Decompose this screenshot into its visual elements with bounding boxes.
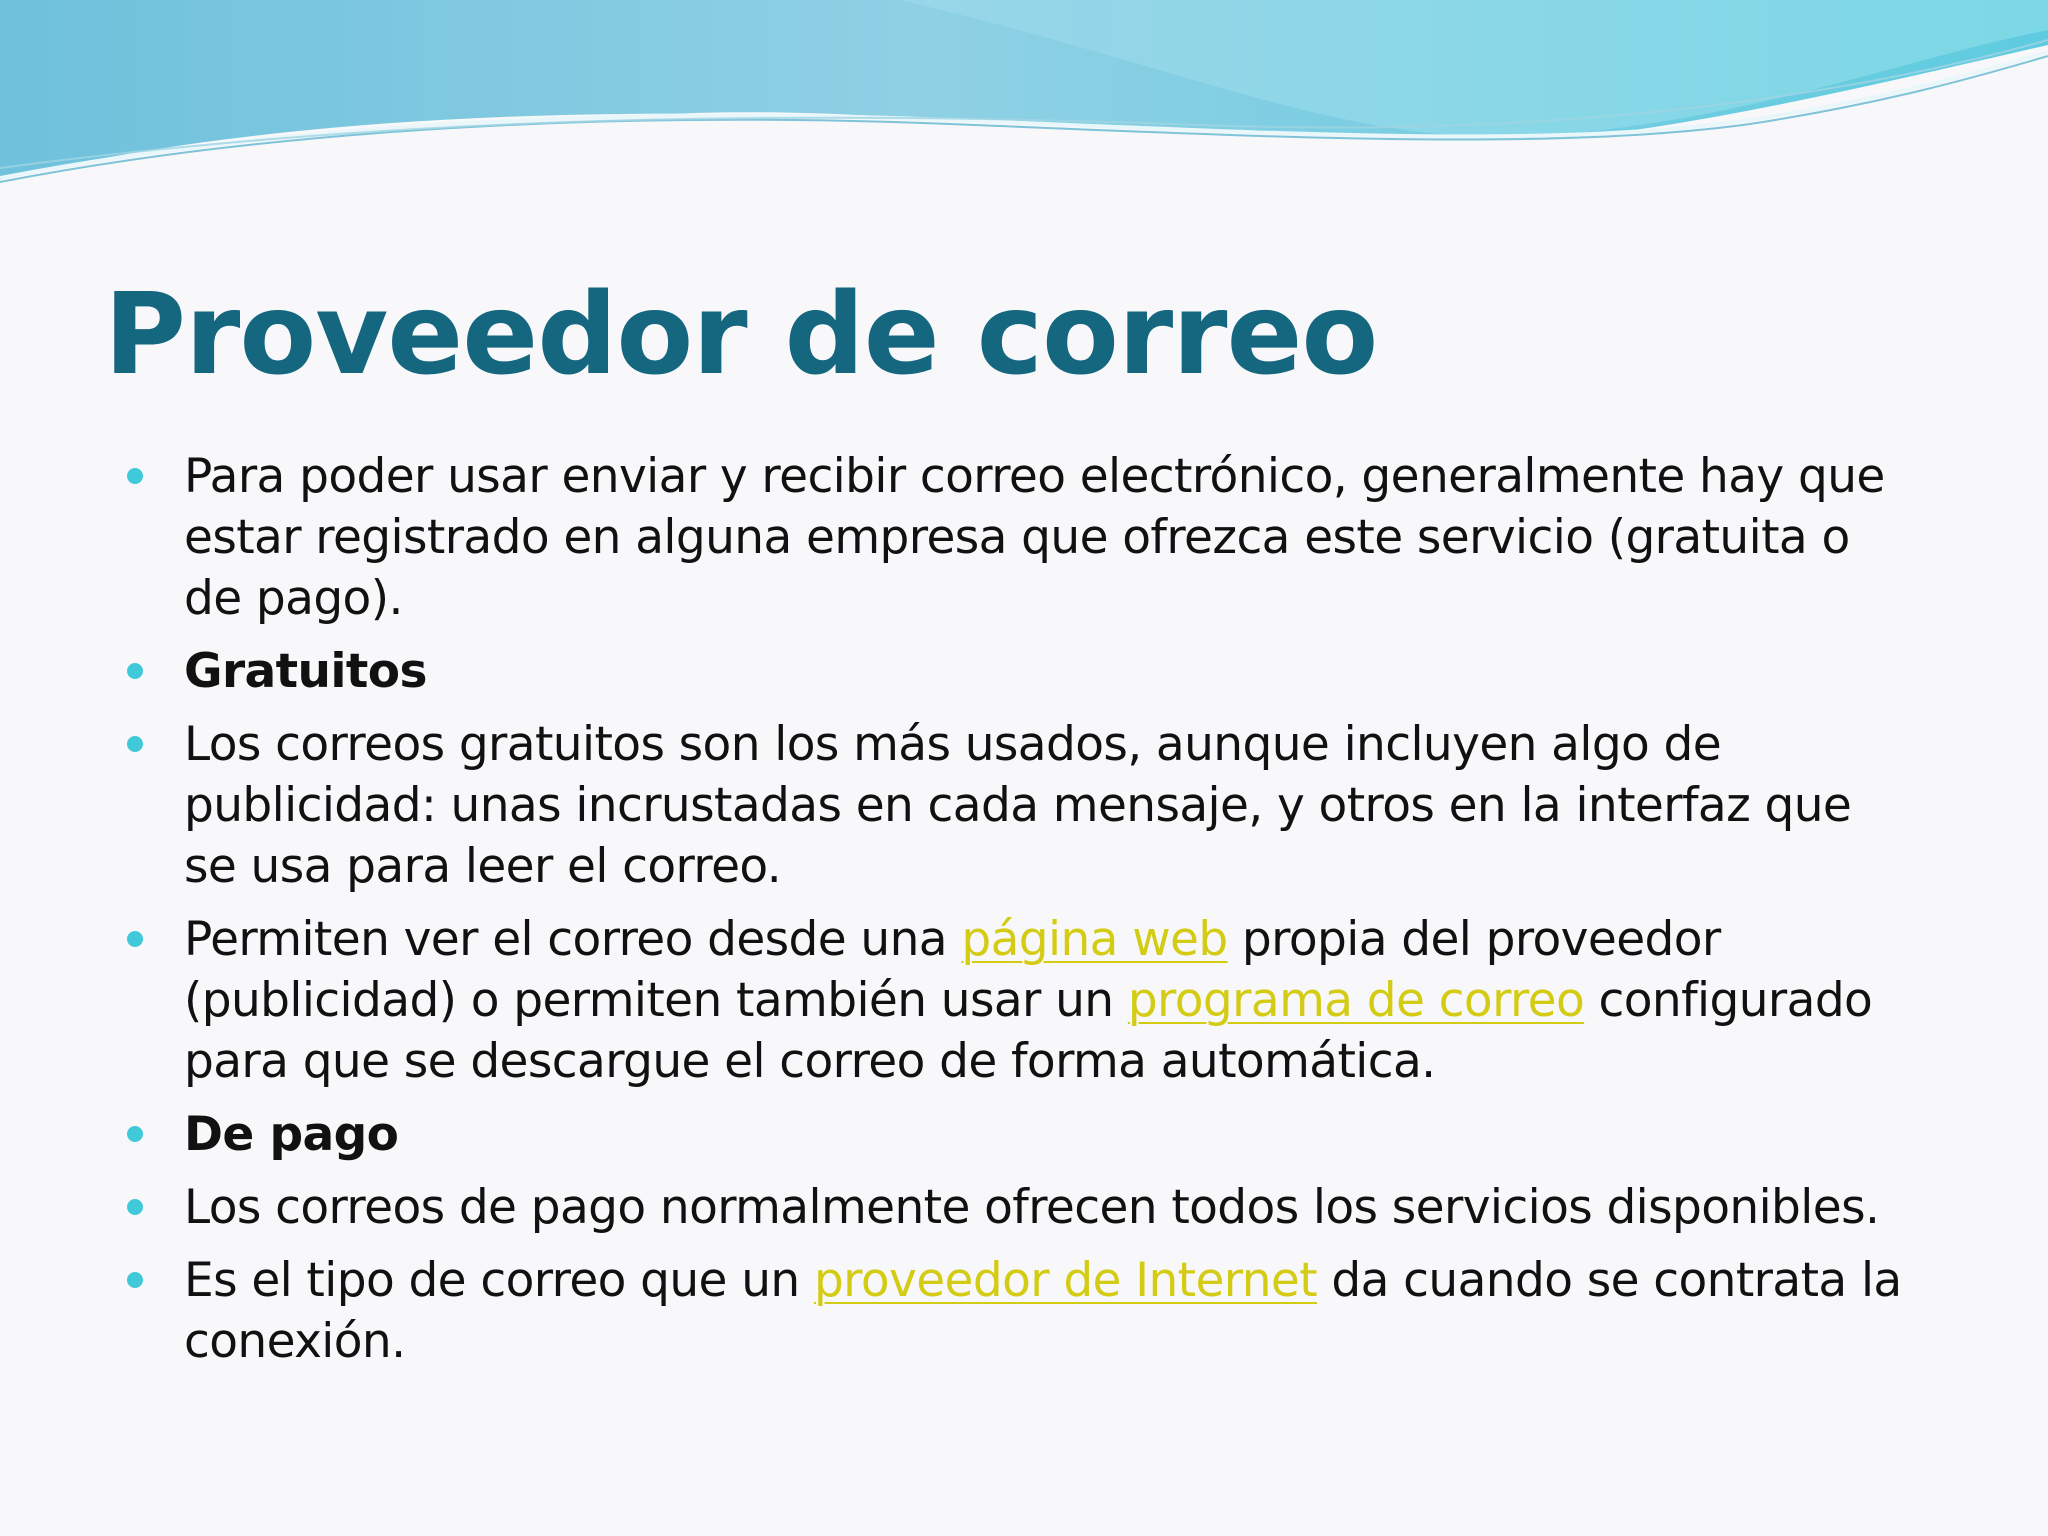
bullet-item	[124, 1177, 1904, 1238]
bullet-item	[124, 714, 1904, 897]
slide-title: Proveedor de correo	[104, 270, 1378, 400]
link-proveedor-de-internet[interactable]: proveedor de Internet	[813, 1253, 1318, 1308]
bullet-item	[124, 641, 1904, 702]
bullet-heading-de-pago: De pago	[184, 1107, 399, 1162]
bullet-text: configurado para que se descargue el correo de forma automática.	[184, 973, 1873, 1089]
bullet-dot-icon	[127, 931, 143, 947]
bullet-text: Para poder usar enviar y recibir correo electrónico, generalmente hay que estar registrado en alguna empresa que ofrezca este servicio (gratuita o de pago).	[184, 449, 1885, 626]
bullet-item	[124, 446, 1904, 629]
header-wave-decoration	[0, 0, 2048, 260]
bullet-text: Permiten ver el correo desde una	[184, 912, 962, 967]
link-pagina-web[interactable]: página web	[961, 912, 1228, 967]
bullet-dot-icon	[127, 468, 143, 484]
bullet-item	[124, 1250, 1904, 1372]
bullet-item	[124, 1104, 1904, 1165]
bullet-list	[124, 446, 1904, 1384]
bullet-text: Los correos de pago normalmente ofrecen todos los servicios disponibles.	[184, 1180, 1880, 1235]
bullet-dot-icon	[127, 1126, 143, 1142]
bullet-dot-icon	[127, 1272, 143, 1288]
bullet-dot-icon	[127, 1199, 143, 1215]
bullet-text: propia del proveedor (publicidad) o permiten también usar un	[184, 912, 1721, 1028]
bullet-dot-icon	[127, 663, 143, 679]
bullet-text: Los correos gratuitos son los más usados, aunque incluyen algo de publicidad: unas incrustadas en cada mensaje, y otros en la interfaz que se usa para leer el correo.	[184, 717, 1852, 894]
bullet-text: da cuando se contrata la conexión.	[184, 1253, 1902, 1369]
bullet-item	[124, 909, 1904, 1092]
link-programa-de-correo[interactable]: programa de correo	[1127, 973, 1585, 1028]
bullet-heading-gratuitos: Gratuitos	[184, 644, 427, 699]
bullet-dot-icon	[127, 736, 143, 752]
bullet-text: Es el tipo de correo que un	[184, 1253, 814, 1308]
